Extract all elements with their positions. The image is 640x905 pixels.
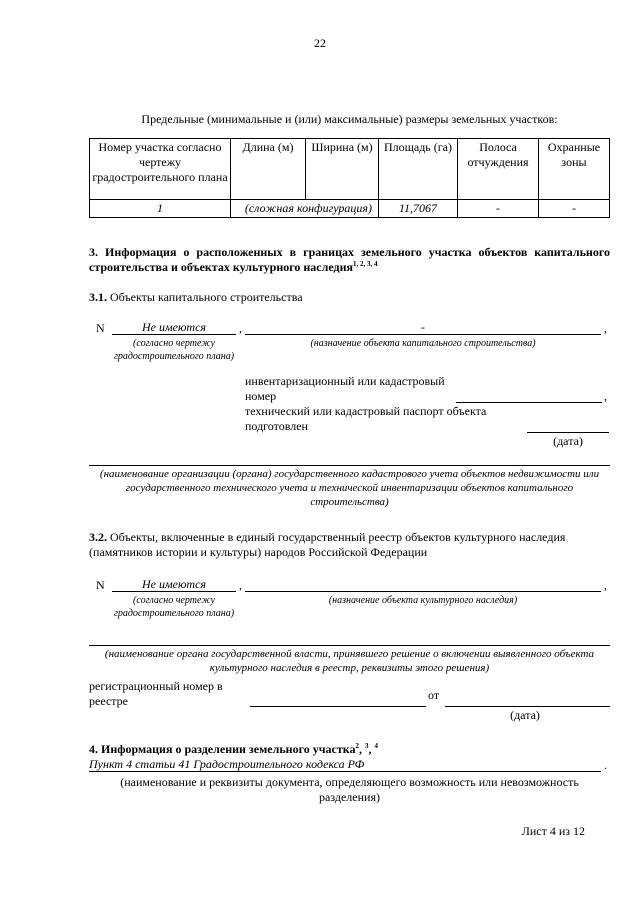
inventory-underline: [456, 402, 602, 403]
reg-label: регистрационный номер в реестре: [89, 679, 223, 708]
table-row: [90, 200, 610, 218]
header-cell: Ширина (м): [306, 139, 379, 200]
caption-left: (согласно чертежу градостроительного плана): [113, 595, 235, 619]
passport-label: технический или кадастровый паспорт объекта подготовлен: [245, 404, 487, 433]
period: .: [604, 758, 607, 772]
table-header-row: [90, 139, 610, 200]
n-label: N: [96, 578, 105, 592]
sizes-heading: Предельные (минимальные и (или) максимальные) размеры земельных участков:: [141, 112, 558, 126]
comma: ,: [604, 578, 607, 592]
division-caption: (наименование и реквизиты документа, определяющего возможность или невозможность разделения): [120, 775, 579, 804]
caption-purpose: (назначение объекта культурного наследия): [328, 595, 518, 606]
org-underline: [89, 465, 610, 466]
comma: ,: [239, 321, 242, 335]
comma: ,: [604, 389, 607, 403]
inventory-label: инвентаризационный или кадастровый номер: [245, 374, 445, 403]
table-cell: (сложная конфигурация): [231, 200, 379, 218]
n-label: N: [96, 321, 105, 335]
division-document: Пункт 4 статьи 41 Градостроительного кодекса РФ: [89, 757, 365, 771]
header-cell: Номер участка согласно чертежу градостроительного плана: [90, 139, 231, 200]
org-caption: (наименование организации (органа) государственного кадастрового учета объектов недвижимости или государственного технического учета и технической инвентаризации объектов капитального строительства): [99, 468, 600, 508]
division-underline: [89, 771, 601, 772]
caption-purpose: (назначение объекта капитального строительства): [310, 338, 536, 349]
table-cell: -: [458, 200, 539, 218]
section-3-heading: 3. Информация о расположенных в границах земельного участка объектов капитального строительства и объектах культурного наследия$^{1, 2, 3, 4}$: [89, 245, 610, 274]
table-cell: -: [539, 200, 610, 218]
section-3-2-heading: 3.2. Объекты, включенные в единый государственный реестр объектов культурного наследия (памятников истории и культуры) народов Российской Федерации: [89, 530, 566, 559]
purpose-underline: [245, 334, 601, 335]
section-4-heading: 4. Информация о разделении земельного участка$^2$, $^3$, $^4$: [89, 742, 378, 756]
page-number: 22: [314, 36, 326, 50]
sheet-counter: Лист 4 из 12: [521, 824, 585, 838]
date-caption: (дата): [553, 434, 583, 448]
comma: ,: [604, 321, 607, 335]
objects-value: Не имеются: [141, 320, 206, 334]
caption-left: (согласно чертежу градостроительного плана): [113, 338, 235, 362]
table-cell: 1: [90, 200, 231, 218]
purpose-underline: [245, 591, 601, 592]
date-underline: [445, 706, 610, 707]
header-cell: Площадь (га): [379, 139, 458, 200]
object-purpose-value: -: [421, 320, 425, 334]
authority-caption: (наименование органа государственной власти, принявшего решение о включении выявленного объекта культурного наследия в реестр, реквизиты этого решения): [104, 648, 595, 674]
section-3-1-heading: 3.1. Объекты капитального строительства: [89, 290, 303, 304]
date-underline: [527, 432, 609, 433]
from-label: от: [428, 688, 440, 702]
comma: ,: [239, 578, 242, 592]
table-cell: 11,7067: [379, 200, 458, 218]
reg-underline: [250, 706, 426, 707]
date-caption: (дата): [510, 708, 540, 722]
value-underline: [112, 334, 236, 335]
heritage-value: Не имеются: [141, 577, 206, 591]
authority-underline: [89, 645, 610, 646]
value-underline: [112, 591, 236, 592]
land-sizes-table: [89, 138, 610, 218]
header-cell: Полоса отчуждения: [458, 139, 539, 200]
header-cell: Охранные зоны: [539, 139, 610, 200]
header-cell: Длина (м): [231, 139, 306, 200]
